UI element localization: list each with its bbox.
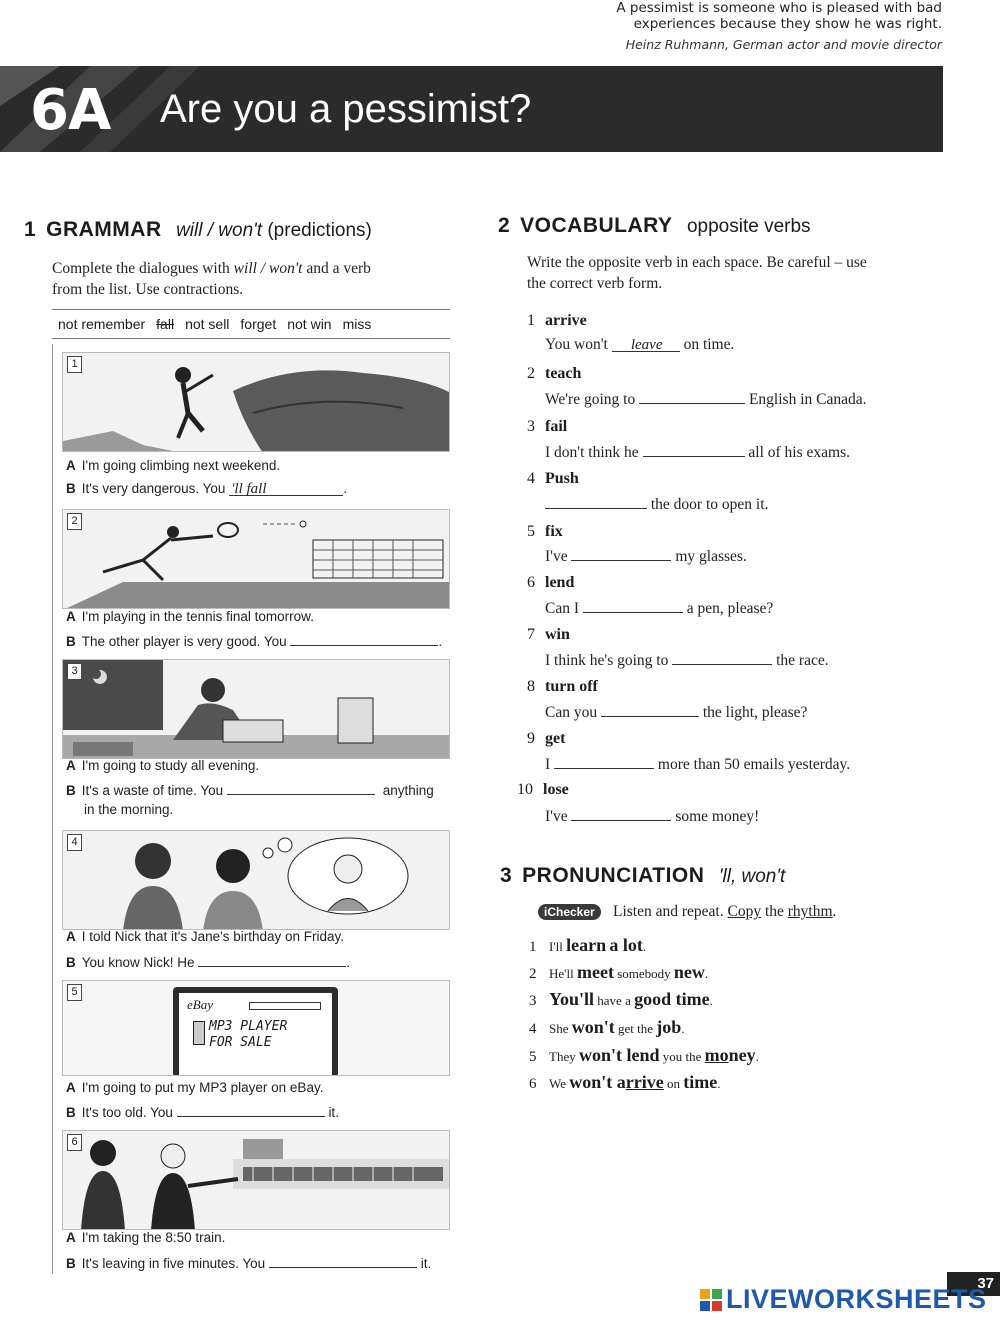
vocab-item-4: [527, 470, 579, 488]
dialogue-2-a: A I'm playing in the tennis final tomorrow.: [66, 609, 314, 624]
dialogue-1-b: B It's very dangerous. You 'll fall .: [66, 481, 347, 497]
vocab-answer-6[interactable]: [583, 598, 683, 613]
vocabulary-instruction: [527, 252, 867, 294]
unit-number: 6A: [30, 78, 111, 143]
vocab-sentence-8: [545, 702, 807, 722]
pronunciation-number: 3: [529, 993, 537, 1009]
vocabulary-number: 2: [498, 214, 510, 237]
page-number: 37: [947, 1272, 1000, 1296]
stressed-word: learn: [566, 935, 607, 955]
pronunciation-line: [529, 935, 646, 956]
weak-word: you the: [659, 1049, 705, 1064]
vocab-text: Can I: [545, 600, 580, 617]
mp3-sign-line-1: MP3 PLAYER: [209, 1019, 288, 1034]
vocab-answer-7[interactable]: [672, 650, 772, 665]
weak-word: .: [642, 939, 647, 954]
vocab-text: I: [545, 756, 551, 773]
dialogue-text: It's too old. You: [81, 1105, 173, 1120]
vocab-answer-2[interactable]: [639, 389, 745, 404]
dialogue-text: I'm playing in the tennis final tomorrow.: [81, 609, 314, 624]
pronunciation-instruction-text: Listen and repeat.: [613, 903, 724, 920]
pronunciation-line: [529, 1045, 759, 1066]
pronunciation-sub: 'll, won't: [718, 866, 786, 887]
vocabulary-instruction-text-2: the correct verb form.: [527, 275, 663, 292]
stressed-word: job: [656, 1017, 682, 1037]
friends-illustration: [63, 831, 450, 930]
grammar-instruction-text-2: and a verb: [306, 260, 371, 277]
vocab-text: the door to open it.: [650, 496, 769, 513]
vocab-word: arrive: [545, 312, 587, 329]
weak-word: I'll: [549, 939, 567, 954]
weak-word: She: [549, 1021, 572, 1036]
stressed-word: mo: [704, 1045, 729, 1065]
dialogue-text: I told Nick that it's Jane's birthday on Friday.: [81, 929, 345, 944]
vocab-item-10: [517, 781, 569, 799]
quote-author: Heinz Ruhmann, German actor and movie director: [625, 37, 942, 52]
picture-friends: [62, 830, 450, 930]
weak-word: They: [549, 1049, 579, 1064]
vocab-sentence-1: [545, 336, 734, 354]
grammar-instruction-text: Complete the dialogues with: [52, 260, 230, 277]
picture-number: 1: [67, 356, 82, 373]
weak-word: somebody: [613, 966, 674, 981]
vocab-sentence-2: [545, 389, 867, 409]
vocab-text: a pen, please?: [686, 600, 774, 617]
picture-number: 6: [67, 1134, 82, 1151]
dialogue-3-a: A I'm going to study all evening.: [66, 758, 260, 773]
vocabulary-heading: [498, 214, 811, 238]
pronunciation-title: PRONUNCIATION: [522, 864, 705, 887]
stressed-word: a lot: [609, 935, 643, 955]
vocab-word: teach: [545, 365, 582, 382]
vocab-text: some money!: [675, 808, 760, 825]
dialogue-text: It's a waste of time. You: [81, 783, 224, 798]
vocab-text: all of his exams.: [748, 444, 850, 461]
pronunciation-instruction-rhythm: rhythm: [787, 903, 833, 920]
weak-word: .: [681, 1021, 685, 1036]
grammar-instruction: [52, 258, 371, 300]
grammar-instruction-text-3: from the list. Use contractions.: [52, 281, 244, 298]
dialogue-4-a: A I told Nick that it's Jane's birthday on Friday.: [66, 929, 345, 944]
vocab-text: the race.: [776, 652, 829, 669]
weak-word: .: [717, 1076, 721, 1091]
answer-field-1[interactable]: 'll fall: [229, 481, 343, 496]
vocab-word: fail: [545, 418, 568, 435]
picture-ebay: [62, 980, 450, 1076]
stressed-word: You'll: [549, 989, 595, 1009]
dialogue-text: .: [438, 634, 443, 649]
pronunciation-number: 1: [529, 939, 537, 955]
studying-illustration: [63, 660, 450, 759]
pronunciation-line: [529, 1017, 685, 1038]
vocab-item-7: [527, 626, 570, 644]
vocab-text: English in Canada.: [748, 391, 867, 408]
vocab-item-8: [527, 678, 598, 696]
page-title: Are you a pessimist?: [160, 87, 532, 131]
pronunciation-line: [529, 1072, 720, 1093]
stressed-word: time: [683, 1072, 718, 1092]
vocab-answer-1[interactable]: leave: [612, 337, 680, 352]
stressed-word: rrive: [625, 1072, 664, 1092]
picture-train: [62, 1130, 450, 1230]
vocab-sentence-9: [545, 754, 850, 774]
vocab-sentence-6: [545, 598, 773, 618]
quote-line-1: A pessimist is someone who is pleased with bad: [616, 0, 942, 16]
vocab-number: 5: [527, 523, 535, 540]
dialogue-text: I'm going to put my MP3 player on eBay.: [81, 1080, 324, 1095]
quote-line-2: experiences because they show he was right.: [633, 16, 942, 32]
vocab-word: lend: [545, 574, 575, 591]
dialogue-5-a: A I'm going to put my MP3 player on eBay.: [66, 1080, 324, 1095]
vocab-item-2: [527, 365, 581, 383]
stressed-word: meet: [576, 962, 614, 982]
pronunciation-number: 5: [529, 1049, 537, 1065]
vocab-item-1: [527, 312, 587, 330]
pronunciation-instruction: [613, 903, 836, 921]
picture-number: 2: [67, 513, 82, 530]
grammar-heading: [24, 218, 372, 242]
vocabulary-instruction-text: Write the opposite verb in each space. Be careful – use: [527, 254, 867, 271]
pronunciation-number: 2: [529, 966, 537, 982]
vocab-text: You won't: [545, 336, 608, 353]
picture-studying: [62, 659, 450, 759]
weak-word: .: [709, 993, 713, 1008]
vocab-word: turn off: [545, 678, 598, 695]
screen-frame: [173, 987, 338, 1076]
vocab-sentence-7: [545, 650, 829, 670]
epigraph-quote: [616, 0, 942, 53]
vocab-answer-4[interactable]: [545, 494, 647, 509]
vocab-item-9: [527, 730, 565, 748]
vocab-text: I think he's going to: [545, 652, 669, 669]
weak-word: He'll: [549, 966, 577, 981]
vocab-sentence-10: [545, 806, 759, 826]
vocab-answer-9[interactable]: [554, 754, 654, 769]
dialogue-4-b: B You know Nick! He .: [66, 952, 350, 970]
screen: [179, 993, 332, 1076]
answer-field-5[interactable]: [177, 1102, 325, 1117]
liveworksheets-brand[interactable]: [700, 1284, 987, 1315]
vocabulary-sub: opposite verbs: [686, 216, 811, 237]
train-illustration: [63, 1131, 450, 1230]
vocab-text: I've: [545, 808, 568, 825]
grammar-instruction-italic: will / won't: [233, 260, 303, 277]
weak-word: get the: [614, 1021, 657, 1036]
ichecker-badge[interactable]: iChecker: [538, 904, 601, 920]
word-item: miss: [342, 316, 372, 332]
answer-field-4[interactable]: [198, 952, 346, 967]
dialogue-text: .: [346, 955, 351, 970]
vocab-text: Can you: [545, 704, 598, 721]
vocab-number: 10: [517, 781, 533, 798]
mp3-player-icon: [193, 1021, 205, 1045]
weak-word: .: [755, 1049, 759, 1064]
vocab-sentence-5: [545, 546, 747, 566]
word-item: not sell: [185, 316, 230, 332]
vocab-item-3: [527, 418, 567, 436]
pronunciation-number: 6: [529, 1076, 537, 1092]
vocab-answer-3[interactable]: [643, 442, 745, 457]
vocab-text: I don't think he: [545, 444, 639, 461]
grammar-sub-italic: will / won't: [176, 220, 263, 241]
dialogue-3-b-cont: in the morning.: [84, 802, 174, 817]
pronunciation-number: 3: [500, 864, 512, 887]
stressed-word: won't a: [569, 1072, 626, 1092]
picture-tennis: [62, 509, 450, 609]
dialogue-text: I'm going to study all evening.: [81, 758, 260, 773]
stressed-word: good time: [634, 989, 710, 1009]
mp3-sign: [209, 1019, 287, 1051]
liveworksheets-logo-icon: [700, 1289, 722, 1311]
vocab-word: fix: [545, 523, 563, 540]
stressed-word: won't: [571, 1017, 615, 1037]
word-item: not win: [287, 316, 332, 332]
pronunciation-line: [529, 962, 708, 983]
dialogue-text: it.: [420, 1256, 432, 1271]
pronunciation-line: [529, 989, 713, 1010]
vocab-number: 9: [527, 730, 535, 747]
vocab-text: on time.: [683, 336, 735, 353]
vocab-number: 2: [527, 365, 535, 382]
vocab-sentence-4: [545, 494, 768, 514]
climbing-illustration: [63, 353, 450, 452]
grammar-number: 1: [24, 218, 36, 241]
pronunciation-instruction-end: .: [832, 903, 837, 920]
vocab-text: I've: [545, 548, 568, 565]
vocab-text: We're going to: [545, 391, 636, 408]
grammar-title: GRAMMAR: [46, 218, 162, 241]
vocab-word: win: [545, 626, 570, 643]
dialogue-6-a: A I'm taking the 8:50 train.: [66, 1230, 226, 1245]
dialogue-1-a: A I'm going climbing next weekend.: [66, 458, 281, 473]
vocab-number: 4: [527, 470, 535, 487]
mp3-sign-line-2: FOR SALE: [209, 1035, 272, 1050]
dialogue-text: You know Nick! He: [81, 955, 195, 970]
answer-field-3[interactable]: [227, 780, 375, 795]
vocab-number: 6: [527, 574, 535, 591]
answer-field-2[interactable]: [290, 631, 438, 646]
dialogue-text: anything: [382, 783, 434, 798]
vocab-word: Push: [545, 470, 579, 487]
vocab-answer-8[interactable]: [601, 702, 699, 717]
answer-field-6[interactable]: [269, 1253, 417, 1268]
stressed-word: ney: [728, 1045, 756, 1065]
word-item-used: fall: [156, 316, 175, 332]
pronunciation-heading: [500, 864, 785, 888]
brand-name: LIVEWORKSHEETS: [726, 1284, 987, 1314]
vocab-number: 7: [527, 626, 535, 643]
vocab-text: more than 50 emails yesterday.: [657, 756, 851, 773]
dialogue-2-b: B The other player is very good. You .: [66, 631, 442, 649]
address-bar: [249, 1002, 321, 1010]
picture-number: 3: [67, 663, 82, 680]
ebay-logo: eBay: [187, 997, 213, 1012]
dialogue-text: I'm taking the 8:50 train.: [81, 1230, 226, 1245]
vocab-number: 3: [527, 418, 535, 435]
vocab-item-6: [527, 574, 574, 592]
vocab-text: my glasses.: [675, 548, 747, 565]
word-item: not remember: [58, 316, 146, 332]
stressed-word: won't lend: [578, 1045, 660, 1065]
stressed-word: new: [673, 962, 705, 982]
vocab-answer-5[interactable]: [571, 546, 671, 561]
weak-word: have a: [594, 993, 635, 1008]
pronunciation-instruction-the: the: [764, 903, 784, 920]
word-list-box: [52, 309, 450, 339]
picture-number: 5: [67, 984, 82, 1001]
grammar-side-rule: [52, 344, 53, 1274]
dialogue-text: It's very dangerous. You: [81, 481, 226, 496]
pronunciation-number: 4: [529, 1021, 537, 1037]
vocab-word: get: [545, 730, 566, 747]
picture-number: 4: [67, 834, 82, 851]
dialogue-text: It's leaving in five minutes. You: [81, 1256, 266, 1271]
vocab-item-5: [527, 523, 563, 541]
dialogue-text: I'm going climbing next weekend.: [81, 458, 281, 473]
vocab-text: the light, please?: [702, 704, 808, 721]
dialogue-text: it.: [328, 1105, 339, 1120]
dialogue-3-b: B It's a waste of time. You anything: [66, 780, 434, 798]
vocab-number: 1: [527, 312, 535, 329]
dialogue-text: The other player is very good. You: [81, 634, 287, 649]
vocab-sentence-3: [545, 442, 850, 462]
vocab-answer-10[interactable]: [571, 806, 671, 821]
dialogue-5-b: B It's too old. You it.: [66, 1102, 339, 1120]
weak-word: .: [704, 966, 709, 981]
tennis-illustration: [63, 510, 450, 609]
vocabulary-title: VOCABULARY: [520, 214, 673, 237]
vocab-word: lose: [543, 781, 569, 798]
dialogue-text: .: [343, 481, 347, 496]
grammar-sub: (predictions): [267, 220, 372, 241]
weak-word: We: [549, 1076, 570, 1091]
weak-word: on: [663, 1076, 684, 1091]
pronunciation-instruction-copy: Copy: [727, 903, 762, 920]
dialogue-6-b: B It's leaving in five minutes. You it.: [66, 1253, 431, 1271]
picture-climbing: [62, 352, 450, 452]
vocab-number: 8: [527, 678, 535, 695]
word-item: forget: [240, 316, 277, 332]
